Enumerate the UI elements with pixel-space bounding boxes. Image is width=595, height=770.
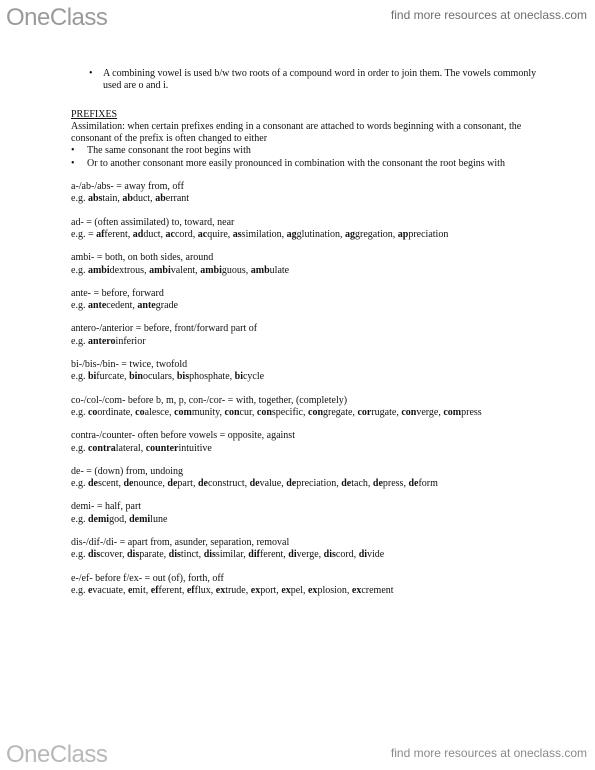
example-text: flux,	[194, 584, 216, 596]
prefix-highlight: ante	[137, 300, 156, 312]
prefix-examples	[71, 514, 541, 526]
example-text: e.g.	[71, 193, 88, 205]
example-text: cur,	[239, 406, 257, 418]
example-text: e.g.	[71, 442, 88, 454]
prefix-definition: co-/col-/com- before b, m, p, con-/cor- = with, together, (completely)	[71, 394, 348, 406]
prefix-highlight: ex	[215, 584, 226, 596]
example-text: pel,	[290, 584, 308, 596]
document-body	[71, 68, 541, 597]
intro-bullet-text: A combining vowel is used b/w two roots of a compound word in order to join them. The vowels commonly used are o and i.	[103, 68, 537, 92]
prefix-highlight: ag	[345, 228, 356, 240]
example-text: press,	[382, 478, 409, 490]
prefix-highlight: counter	[145, 442, 179, 454]
example-text: duct,	[143, 228, 166, 240]
prefix-highlight: de	[87, 478, 98, 490]
assimilation-bullet	[71, 158, 541, 170]
example-text: god,	[109, 513, 130, 525]
example-text: gregation,	[355, 228, 398, 240]
example-text: e.g.	[71, 513, 88, 525]
example-text: verge,	[296, 549, 324, 561]
example-text: cord,	[174, 228, 198, 240]
prefix-highlight: dis	[87, 549, 101, 561]
example-text: preciation	[408, 228, 449, 240]
assimilation-bullet	[71, 145, 541, 157]
example-text: inferior	[115, 335, 146, 347]
prefix-definition: contra-/counter- often before vowels = opposite, against	[71, 430, 295, 442]
example-text: errant	[165, 193, 190, 205]
assimilation-bullet-text: The same consonant the root begins with	[87, 145, 251, 157]
prefix-highlight: af	[96, 228, 105, 240]
prefix-highlight: ambi	[87, 264, 110, 276]
example-text: trude,	[225, 584, 251, 596]
example-text: e.g.	[71, 300, 88, 312]
prefix-highlight: as	[232, 228, 242, 240]
example-text: preciation,	[296, 478, 342, 490]
prefix-examples	[71, 443, 541, 455]
prefix-entry	[71, 288, 541, 313]
example-text: crement	[361, 584, 394, 596]
example-text: parate,	[139, 549, 169, 561]
example-text: oculars,	[142, 371, 177, 383]
prefix-definition: a-/ab-/abs- = away from, off	[71, 181, 184, 193]
prefix-highlight: con	[256, 406, 272, 418]
example-text: e.g.	[71, 478, 88, 490]
prefix-entry	[71, 217, 541, 242]
prefix-examples	[71, 265, 541, 277]
example-text: phosphate,	[189, 371, 235, 383]
prefix-highlight: dif	[248, 549, 260, 561]
example-text: dextrous,	[109, 264, 150, 276]
example-text: port,	[260, 584, 282, 596]
example-text: furcate,	[96, 371, 130, 383]
prefix-examples	[71, 371, 541, 383]
prefix-entry	[71, 573, 541, 598]
example-text: ferent,	[259, 549, 289, 561]
prefix-highlight: ambi	[200, 264, 222, 276]
find-resources-link[interactable]: find more resources at oneclass.com	[390, 8, 587, 22]
prefix-highlight: ag	[286, 228, 297, 240]
prefix-highlight: ante	[87, 300, 107, 312]
prefix-highlight: con	[224, 406, 240, 418]
prefix-entry	[71, 359, 541, 384]
example-text: rugate,	[371, 406, 402, 418]
prefix-highlight: con	[401, 406, 417, 418]
prefix-examples	[71, 300, 541, 312]
example-text: cycle	[242, 371, 265, 383]
prefix-definition: antero-/anterior = before, front/forward part of	[71, 323, 258, 335]
bullet-dot: •	[89, 68, 93, 79]
example-text: e.g.	[71, 371, 88, 383]
prefix-highlight: de	[408, 478, 419, 490]
example-text: press	[461, 406, 482, 418]
prefix-highlight: ac	[165, 228, 175, 240]
prefix-highlight: de	[341, 478, 352, 490]
prefix-highlight: bin	[129, 371, 143, 383]
prefix-highlight: ab	[122, 193, 133, 205]
prefix-highlight: ab	[155, 193, 166, 205]
prefix-highlight: dis	[323, 549, 336, 561]
example-text: ferent,	[158, 584, 187, 596]
prefix-highlight: amb	[250, 264, 270, 276]
example-text: cover,	[100, 549, 127, 561]
example-text: e.g.	[71, 264, 88, 276]
prefix-highlight: ambi	[149, 264, 171, 276]
prefix-highlight: ef	[186, 584, 195, 596]
prefix-highlight: ex	[351, 584, 362, 596]
prefix-highlight: e	[127, 584, 133, 596]
example-text: tain,	[102, 193, 123, 205]
prefix-highlight: ap	[397, 228, 409, 240]
prefix-highlight: ef	[150, 584, 159, 596]
prefix-entry	[71, 252, 541, 277]
prefix-highlight: di	[288, 549, 297, 561]
example-text: vacuate,	[92, 584, 128, 596]
assimilation-bullet-text: Or to another consonant more easily pronounced in combination with the consonant the root begins with	[87, 157, 505, 169]
example-text: verge,	[416, 406, 444, 418]
prefix-examples	[71, 336, 541, 348]
example-text: e.g. =	[71, 228, 97, 240]
prefix-highlight: co	[87, 406, 98, 418]
prefix-highlight: e	[87, 584, 93, 596]
intro-bullet	[89, 68, 541, 93]
example-text: grade	[155, 300, 178, 312]
prefix-highlight: co	[135, 406, 145, 418]
example-text: valent,	[170, 264, 201, 276]
footer-find-resources-link[interactable]: find more resources at oneclass.com	[390, 746, 587, 760]
prefix-highlight: ex	[281, 584, 291, 596]
bullet-dot: •	[71, 145, 75, 157]
oneclass-logo[interactable]: OneClass	[6, 4, 108, 31]
prefix-definition: e-/ef- before f/ex- = out (of), forth, off	[71, 572, 224, 584]
assimilation-text: Assimilation: when certain prefixes ending in a consonant are attached to words beginning with a consonant, the consonant of the prefix is often changed to either	[71, 120, 522, 145]
prefix-highlight: bi	[234, 371, 243, 383]
prefix-highlight: com	[174, 406, 192, 418]
prefix-definition: de- = (down) from, undoing	[71, 465, 184, 477]
prefix-definition: ad- = (often assimilated) to, toward, near	[71, 216, 235, 228]
example-text: cedent,	[106, 300, 138, 312]
prefix-highlight: di	[358, 549, 368, 561]
prefix-definition: demi- = half, part	[71, 501, 142, 513]
prefix-highlight: ex	[307, 584, 318, 596]
prefix-highlight: con	[308, 406, 323, 418]
prefix-examples	[71, 478, 541, 490]
prefix-highlight: de	[249, 478, 260, 490]
example-text: quire,	[207, 228, 233, 240]
prefix-highlight: abs	[87, 193, 103, 205]
example-text: cord,	[335, 549, 359, 561]
example-text: value,	[259, 478, 287, 490]
prefix-highlight: ad	[132, 228, 144, 240]
example-text: plosion,	[317, 584, 352, 596]
prefix-highlight: de	[197, 478, 208, 490]
example-text: tach,	[351, 478, 373, 490]
example-text: part,	[177, 478, 198, 490]
example-text: similar,	[215, 549, 249, 561]
example-text: e.g.	[71, 584, 88, 596]
example-text: munity,	[191, 406, 225, 418]
example-text: ulate	[269, 264, 290, 276]
example-text: alesce,	[144, 406, 175, 418]
prefix-examples	[71, 407, 541, 419]
prefix-entry	[71, 181, 541, 206]
example-text: intuitive	[178, 442, 212, 454]
example-text: e.g.	[71, 406, 88, 418]
example-text: construct,	[207, 478, 250, 490]
example-text: e.g.	[71, 335, 88, 347]
prefix-entry	[71, 537, 541, 562]
prefix-highlight: dis	[168, 549, 181, 561]
prefix-highlight: de	[167, 478, 178, 490]
prefix-entry	[71, 323, 541, 348]
prefix-examples	[71, 229, 541, 241]
prefix-highlight: de	[286, 478, 297, 490]
prefix-highlight: dis	[127, 549, 140, 561]
prefix-highlight: antero	[87, 335, 116, 347]
example-text: ferent,	[104, 228, 133, 240]
prefix-highlight: contra	[87, 442, 116, 454]
example-text: specific,	[271, 406, 308, 418]
example-text: guous,	[221, 264, 251, 276]
prefix-highlight: bi	[87, 371, 97, 383]
example-text: scent,	[97, 478, 124, 490]
prefix-entry	[71, 430, 541, 455]
example-text: nounce,	[133, 478, 168, 490]
prefix-highlight: de	[123, 478, 134, 490]
prefix-entry	[71, 395, 541, 420]
prefix-highlight: de	[372, 478, 383, 490]
prefix-examples	[71, 585, 541, 597]
prefix-highlight: bis	[176, 371, 190, 383]
example-text: gregate,	[323, 406, 358, 418]
prefixes-heading: PREFIXES	[71, 108, 118, 120]
prefix-entry	[71, 466, 541, 491]
prefix-definition: dis-/dif-/di- = apart from, asunder, separation, removal	[71, 537, 290, 549]
prefix-highlight: cor	[357, 406, 372, 418]
footer-oneclass-logo[interactable]: OneClass	[6, 741, 108, 768]
prefix-examples	[71, 549, 541, 561]
prefix-highlight: ac	[197, 228, 208, 240]
page-header	[0, 0, 595, 40]
example-text: tinct,	[180, 549, 204, 561]
example-text: glutination,	[296, 228, 346, 240]
prefix-highlight: demi	[87, 513, 110, 525]
example-text: ordinate,	[97, 406, 136, 418]
example-text: e.g.	[71, 549, 88, 561]
prefix-examples	[71, 193, 541, 205]
prefix-entry	[71, 501, 541, 526]
prefix-definition: ante- = before, forward	[71, 287, 164, 299]
example-text: similation,	[241, 228, 287, 240]
example-text: vide	[367, 549, 385, 561]
prefix-definition: ambi- = both, on both sides, around	[71, 252, 214, 264]
example-text: lateral,	[115, 442, 146, 454]
example-text: form	[418, 478, 438, 490]
bullet-dot: •	[71, 157, 75, 169]
prefix-highlight: dis	[203, 549, 216, 561]
example-text: lune	[150, 513, 168, 525]
prefix-definition: bi-/bis-/bin- = twice, twofold	[71, 359, 188, 371]
example-text: mit,	[132, 584, 151, 596]
prefix-entries	[71, 181, 541, 597]
prefix-highlight: ex	[250, 584, 261, 596]
prefix-highlight: demi	[129, 513, 151, 525]
prefix-highlight: com	[443, 406, 462, 418]
example-text: duct,	[132, 193, 156, 205]
